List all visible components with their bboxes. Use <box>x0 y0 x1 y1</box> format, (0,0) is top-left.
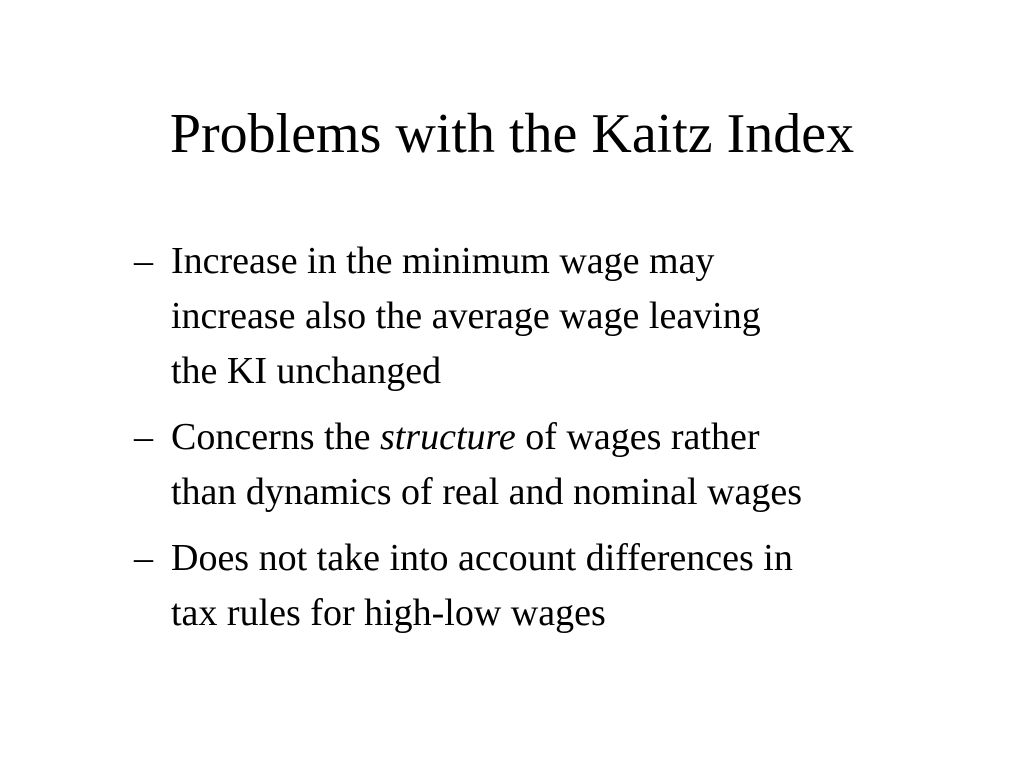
dash-bullet-icon: – <box>134 416 153 458</box>
dash-bullet-icon: – <box>134 240 153 282</box>
bullet-line: tax rules for high-low wages <box>171 592 606 634</box>
bullet-text <box>171 240 761 392</box>
bullet-list <box>134 234 994 652</box>
bullet-line: increase also the average wage leaving <box>171 295 761 337</box>
bullet-line: Does not take into account differences in <box>171 537 793 579</box>
bullet-text <box>171 537 793 634</box>
bullet-item-minimum-wage <box>134 234 994 399</box>
bullet-line: than dynamics of real and nominal wages <box>171 471 803 513</box>
slide-title: Problems with the Kaitz Index <box>169 103 855 165</box>
dash-bullet-icon: – <box>134 537 153 579</box>
emphasized-word: structure <box>379 416 516 458</box>
bullet-item-tax-rules <box>134 531 994 641</box>
bullet-text <box>171 416 802 513</box>
bullet-line: Increase in the minimum wage may <box>171 240 715 282</box>
bullet-item-wage-structure <box>134 410 994 520</box>
bullet-line: the KI unchanged <box>171 350 442 392</box>
bullet-line-start: Concerns the <box>171 416 380 458</box>
bullet-line-end: of wages rather <box>515 416 760 458</box>
